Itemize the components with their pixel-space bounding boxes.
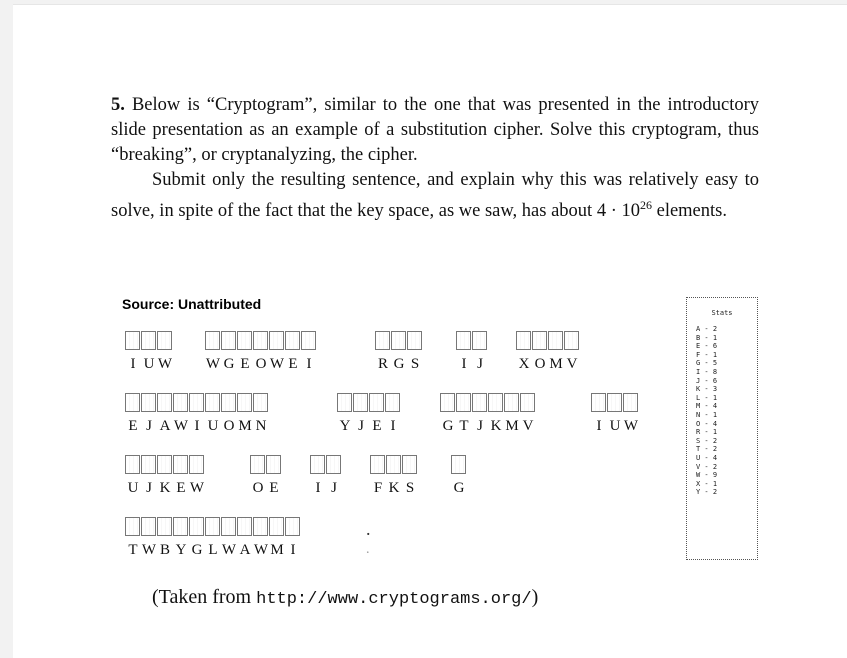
- stats-title: Stats: [711, 309, 733, 317]
- stats-row: I - 8: [696, 367, 718, 376]
- cipher-letter: Y: [175, 542, 187, 558]
- answer-box[interactable]: [407, 331, 422, 350]
- problem-text-2: Submit only the resulting sentence, and explain why this was relatively easy to solve, in spite of the fact that the key space, as we saw, has about 4 · 10: [111, 170, 759, 222]
- problem-text-1: Below is “Cryptogram”, similar to the one that was presented in the introductory slide presentation as an example of a substitution cipher. Solve this cryptogram, thus “breaking”, or cryptanalyzing, the cipher.: [111, 95, 760, 165]
- cipher-letter: W: [269, 356, 285, 372]
- cipher-letter: W: [157, 356, 173, 372]
- cipher-letter: O: [252, 480, 264, 496]
- cipher-letter: E: [269, 480, 279, 496]
- answer-box[interactable]: [402, 455, 417, 474]
- cipher-word: [205, 331, 317, 377]
- stats-row: X - 1: [696, 479, 718, 488]
- cipher-letter: W: [205, 356, 221, 372]
- answer-box[interactable]: [451, 455, 466, 474]
- cipher-letter: X: [518, 356, 530, 372]
- answer-box[interactable]: [141, 393, 156, 412]
- cipher-letter: E: [288, 356, 298, 372]
- cipher-letter: B: [159, 542, 170, 558]
- stats-row: B - 1: [696, 333, 718, 342]
- cipher-letter: U: [127, 480, 139, 496]
- answer-box[interactable]: [237, 331, 252, 350]
- answer-box[interactable]: [173, 455, 188, 474]
- stats-row: R - 1: [696, 428, 718, 437]
- cipher-letter: J: [146, 480, 152, 496]
- answer-box[interactable]: [548, 331, 563, 350]
- answer-box[interactable]: [301, 331, 316, 350]
- answer-box[interactable]: [386, 455, 401, 474]
- cipher-letter: I: [306, 356, 312, 372]
- answer-box[interactable]: [472, 393, 487, 412]
- cipher-letter: U: [143, 356, 155, 372]
- cipher-letter: E: [372, 418, 382, 434]
- cipher-letter: I: [390, 418, 396, 434]
- answer-box[interactable]: [520, 393, 535, 412]
- cipher-letter: K: [388, 480, 400, 496]
- answer-box[interactable]: [285, 331, 300, 350]
- cipher-letter: E: [176, 480, 186, 496]
- cipher-letter: K: [159, 480, 171, 496]
- cipher-word: [125, 331, 173, 377]
- cipher-word: [375, 331, 423, 377]
- answer-box[interactable]: [310, 455, 325, 474]
- answer-box[interactable]: [391, 331, 406, 350]
- cipher-word: [125, 517, 301, 563]
- cipher-letter: I: [130, 356, 136, 372]
- answer-box[interactable]: [237, 517, 252, 536]
- stats-row: N - 1: [696, 410, 718, 419]
- answer-box[interactable]: [141, 455, 156, 474]
- answer-box[interactable]: [125, 517, 140, 536]
- cipher-letter: G: [393, 356, 405, 372]
- answer-box[interactable]: [157, 517, 172, 536]
- cipher-letter: J: [477, 418, 483, 434]
- stats-list: [696, 325, 757, 497]
- cipher-letter: T: [128, 542, 138, 558]
- stats-row: K - 3: [696, 385, 718, 394]
- answer-box[interactable]: [125, 393, 140, 412]
- answer-box[interactable]: [253, 331, 268, 350]
- answer-box[interactable]: [125, 455, 140, 474]
- answer-box[interactable]: [456, 393, 471, 412]
- footer-suffix: ): [531, 586, 539, 608]
- answer-box[interactable]: [205, 331, 220, 350]
- cipher-letter: S: [410, 356, 420, 372]
- cipher-letter: G: [442, 418, 454, 434]
- cipher-letter: G: [453, 480, 465, 496]
- cipher-letter: G: [223, 356, 235, 372]
- answer-box[interactable]: [253, 393, 268, 412]
- answer-box[interactable]: [564, 331, 579, 350]
- answer-box[interactable]: [141, 331, 156, 350]
- cipher-word: [456, 331, 488, 377]
- answer-box[interactable]: [375, 331, 390, 350]
- answer-box[interactable]: [173, 517, 188, 536]
- answer-box[interactable]: [516, 331, 531, 350]
- cipher-letter: W: [189, 480, 205, 496]
- cipher-letter: T: [459, 418, 469, 434]
- answer-box[interactable]: [607, 393, 622, 412]
- stats-panel: [686, 297, 758, 560]
- final-period: .: [366, 519, 371, 539]
- cipher-letter: K: [490, 418, 502, 434]
- cipher-letter: E: [240, 356, 250, 372]
- cipher-letter: Y: [339, 418, 351, 434]
- stats-row: O - 4: [696, 419, 718, 428]
- footer-attribution: [152, 586, 538, 609]
- cipher-letter: W: [221, 542, 237, 558]
- stats-row: J - 6: [696, 376, 718, 385]
- answer-box[interactable]: [337, 393, 352, 412]
- cipher-letter: M: [505, 418, 519, 434]
- cipher-letter: M: [270, 542, 284, 558]
- cipher-word: [125, 455, 205, 501]
- answer-box[interactable]: [141, 517, 156, 536]
- stats-row: U - 4: [696, 453, 718, 462]
- cipher-letter: W: [141, 542, 157, 558]
- answer-box[interactable]: [370, 455, 385, 474]
- answer-box[interactable]: [504, 393, 519, 412]
- stats-row: S - 2: [696, 436, 718, 445]
- answer-box[interactable]: [157, 393, 172, 412]
- cipher-letter: J: [146, 418, 152, 434]
- answer-box[interactable]: [532, 331, 547, 350]
- cipher-letter: J: [358, 418, 364, 434]
- cipher-letter: I: [596, 418, 602, 434]
- answer-box[interactable]: [221, 393, 236, 412]
- answer-box[interactable]: [591, 393, 606, 412]
- answer-box[interactable]: [205, 393, 220, 412]
- footer-prefix: (Taken from: [152, 586, 257, 608]
- cipher-letter: S: [405, 480, 415, 496]
- answer-box[interactable]: [269, 331, 284, 350]
- cipher-word: [451, 455, 467, 501]
- cipher-letter: I: [290, 542, 296, 558]
- cipher-letter: U: [609, 418, 621, 434]
- final-period-letter: .: [366, 542, 370, 557]
- cipher-word: [591, 393, 639, 439]
- answer-box[interactable]: [189, 455, 204, 474]
- answer-box[interactable]: [173, 393, 188, 412]
- cipher-letter: I: [194, 418, 200, 434]
- cipher-letter: W: [623, 418, 639, 434]
- cipher-letter: O: [255, 356, 267, 372]
- stats-row: E - 6: [696, 342, 718, 351]
- cipher-letter: J: [477, 356, 483, 372]
- stats-row: L - 1: [696, 393, 718, 402]
- answer-box[interactable]: [221, 331, 236, 350]
- cipher-word: [310, 455, 342, 501]
- stats-row: W - 9: [696, 471, 718, 480]
- cipher-letter: J: [331, 480, 337, 496]
- answer-box[interactable]: [269, 517, 284, 536]
- stats-row: V - 2: [696, 462, 718, 471]
- cipher-word: [250, 455, 282, 501]
- cipher-letter: W: [173, 418, 189, 434]
- answer-box[interactable]: [285, 517, 300, 536]
- cipher-word: [370, 455, 418, 501]
- answer-box[interactable]: [237, 393, 252, 412]
- cipher-letter: F: [373, 480, 383, 496]
- cipher-word: [440, 393, 536, 439]
- stats-row: M - 4: [696, 402, 718, 411]
- footer-url[interactable]: http://www.cryptograms.org/: [256, 590, 532, 609]
- answer-box[interactable]: [250, 455, 265, 474]
- answer-box[interactable]: [623, 393, 638, 412]
- stats-row: G - 5: [696, 359, 718, 368]
- cipher-letter: I: [461, 356, 467, 372]
- answer-box[interactable]: [205, 517, 220, 536]
- answer-box[interactable]: [326, 455, 341, 474]
- cipher-letter: L: [208, 542, 218, 558]
- cipher-letter: V: [522, 418, 534, 434]
- answer-box[interactable]: [472, 331, 487, 350]
- problem-text-2-end: elements.: [651, 201, 727, 222]
- cipher-letter: V: [566, 356, 578, 372]
- cipher-letter: M: [549, 356, 563, 372]
- answer-box[interactable]: [157, 455, 172, 474]
- cipher-letter: U: [207, 418, 219, 434]
- cipher-letter: A: [239, 542, 251, 558]
- problem-paragraph-2: [111, 168, 759, 224]
- answer-box[interactable]: [266, 455, 281, 474]
- problem-paragraph-1: [111, 93, 759, 168]
- answer-box[interactable]: [125, 331, 140, 350]
- answer-box[interactable]: [369, 393, 384, 412]
- answer-box[interactable]: [440, 393, 455, 412]
- stats-row: Y - 2: [696, 488, 718, 497]
- cipher-word: [125, 393, 269, 439]
- cipher-letter: A: [159, 418, 171, 434]
- cipher-letter: G: [191, 542, 203, 558]
- cipher-letter: R: [377, 356, 388, 372]
- stats-row: A - 2: [696, 325, 718, 333]
- cipher-word: [516, 331, 580, 377]
- answer-box[interactable]: [189, 393, 204, 412]
- cipher-letter: N: [255, 418, 267, 434]
- answer-box[interactable]: [488, 393, 503, 412]
- cipher-letter: O: [223, 418, 235, 434]
- answer-box[interactable]: [189, 517, 204, 536]
- answer-box[interactable]: [353, 393, 368, 412]
- answer-box[interactable]: [221, 517, 236, 536]
- cipher-word: [337, 393, 401, 439]
- source-label: Source: Unattributed: [122, 296, 262, 312]
- cipher-letter: W: [253, 542, 269, 558]
- cipher-letter: E: [128, 418, 138, 434]
- answer-box[interactable]: [157, 331, 172, 350]
- cipher-letter: O: [534, 356, 546, 372]
- answer-box[interactable]: [385, 393, 400, 412]
- cipher-letter: M: [238, 418, 252, 434]
- cipher-letter: I: [315, 480, 321, 496]
- answer-box[interactable]: [456, 331, 471, 350]
- stats-row: T - 2: [696, 445, 718, 454]
- answer-box[interactable]: [253, 517, 268, 536]
- problem-number: 5.: [111, 95, 125, 115]
- stats-row: F - 1: [696, 350, 718, 359]
- exponent: 26: [639, 198, 652, 212]
